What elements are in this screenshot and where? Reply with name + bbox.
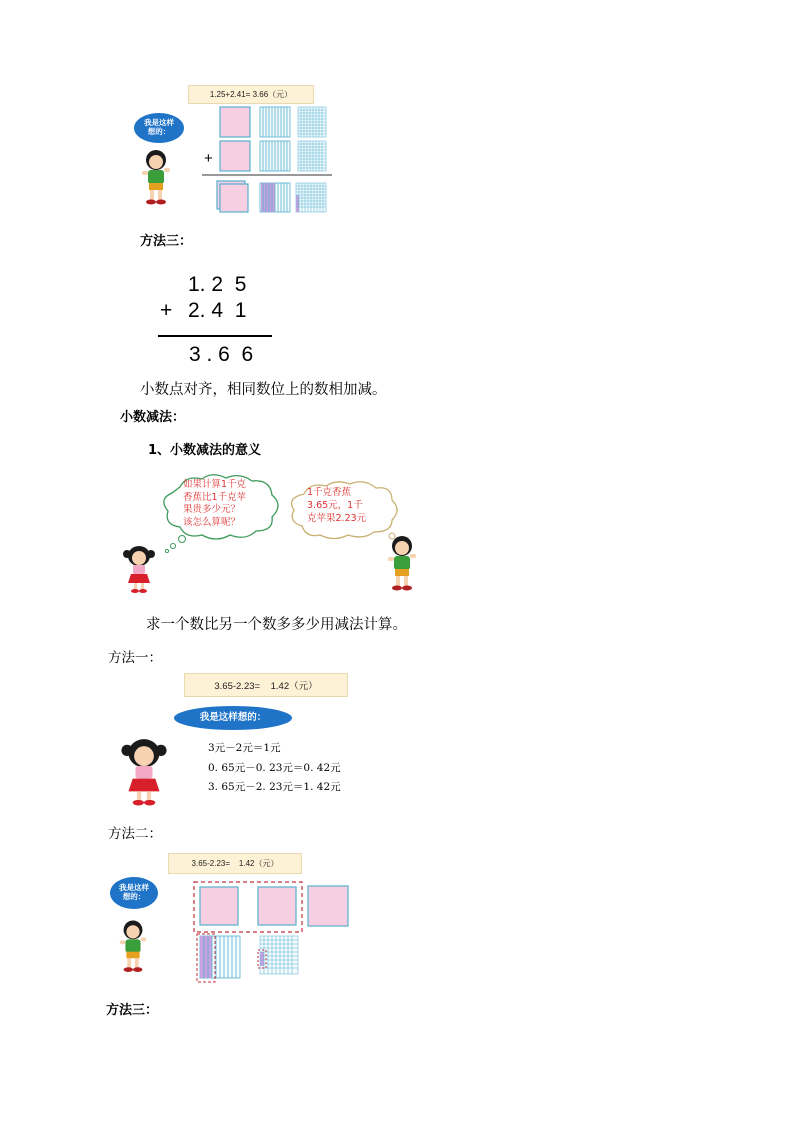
- vertical-plus: +: [160, 299, 173, 322]
- plus-sign: +: [204, 150, 213, 167]
- subtraction-heading: 小数减法：: [120, 410, 186, 425]
- top-equation-text: 1.25+2.41= 3.66（元）: [209, 90, 293, 99]
- method2-thought-bubble: 我是这样 想的：: [110, 877, 158, 909]
- vertical-result: 3 . 6 6: [189, 343, 254, 366]
- vertical-sum-line: [158, 335, 272, 337]
- vertical-row2: 2. 4 1: [188, 299, 247, 322]
- girl-character-icon: [122, 545, 156, 595]
- right-cloud-text: 1千克香蕉 3.65元，1千 克苹果2.23元: [307, 487, 367, 524]
- method1-step-1: 3元－2元＝1元: [208, 742, 281, 754]
- boy-character-right-icon: [384, 533, 420, 593]
- method3-sub-heading: 方法三：: [106, 1003, 159, 1018]
- method1-step-3: 3. 65元－2. 23元＝1. 42元: [208, 781, 341, 793]
- subtraction-meaning-text: 求一个数比另一个数多多少用减法计算。: [146, 617, 407, 633]
- top-bubble-text: 我是这样 想的：: [144, 118, 174, 136]
- method1-equation-box: [184, 673, 348, 697]
- subtraction-blocks-diagram: [190, 880, 354, 984]
- top-thought-bubble: [134, 113, 184, 143]
- method3-add-heading: 方法三：: [140, 234, 193, 249]
- top-equation-box: [188, 85, 314, 104]
- method1-thought-bubble: 我是这样想的：: [174, 706, 292, 730]
- method2-equation-box: [168, 853, 302, 874]
- boy-character-icon: [138, 148, 174, 206]
- boy-character-method2-icon: [116, 918, 150, 974]
- method1-sub-heading: 方法一：: [108, 650, 162, 666]
- alignment-rule: 小数点对齐，相同数位上的数相加减。: [140, 382, 387, 398]
- hundredths-grid-row1: [298, 107, 326, 137]
- subtraction-meaning-subheading: 1、小数减法的意义: [148, 443, 262, 458]
- vertical-row1: 1. 2 5: [188, 273, 247, 296]
- method1-step-2: 0. 65元－0. 23元＝0. 42元: [208, 762, 341, 774]
- tenths-bars-row1: [260, 107, 290, 137]
- method1-equation-text: 3.65-2.23= 1.42（元）: [214, 681, 318, 692]
- method2-equation-text: 3.65-2.23= 1.42（元）: [191, 859, 279, 868]
- addition-blocks-diagram: [200, 105, 332, 215]
- left-cloud-text: 如果计算1千克 香蕉比1千克苹 果贵多少元？ 该怎么算呢？: [183, 479, 247, 528]
- girl-character-method1-icon: [120, 735, 168, 811]
- method2-sub-heading: 方法二：: [108, 826, 162, 842]
